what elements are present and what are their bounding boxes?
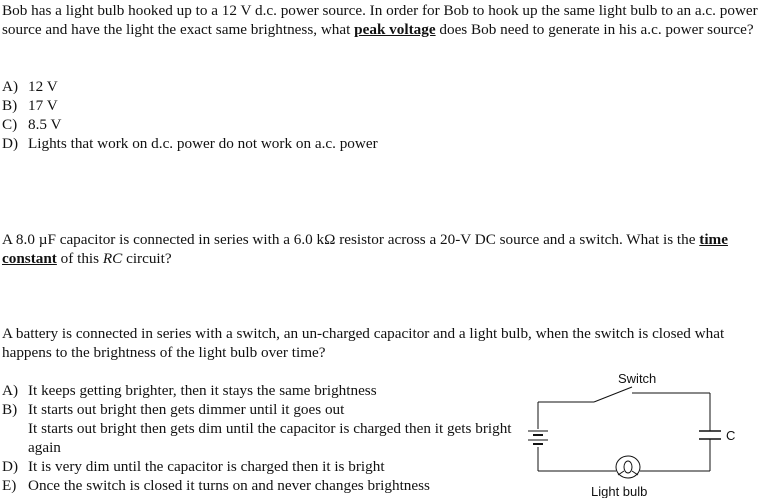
light-bulb-label: Light bulb (591, 484, 648, 498)
capacitor-label: C (726, 428, 736, 443)
question-1-option-c: C) 8.5 V (2, 116, 62, 133)
question-1-text-end: does Bob need to generate in his a.c. power source? (435, 21, 754, 38)
question-2: A 8.0 µF capacitor is connected in series with a 6.0 kΩ resistor across a 20-V DC source and a switch. What is the time constant of this RC circuit? (2, 231, 728, 267)
question-3-option-c: It starts out bright then gets dim until the capacitor is charged then it gets bright again (28, 420, 512, 456)
question-3-option-b: B) It starts out bright then gets dimmer until it goes out (2, 401, 345, 418)
question-3: A battery is connected in series with a switch, an un-charged capacitor and a light bulb, when the switch is closed what happens to the brightness of the light bulb over time? (2, 325, 725, 361)
capacitor-icon (699, 431, 721, 439)
light-bulb-icon (616, 456, 640, 478)
question-1-option-a: A) 12 V (2, 78, 58, 95)
switch-arm (594, 387, 632, 402)
question-3-option-d: D) It is very dim until the capacitor is charged then it is bright (2, 458, 385, 475)
switch-label: Switch (618, 371, 657, 386)
question-3-option-a: A) It keeps getting brighter, then it stays the same brightness (2, 382, 377, 399)
question-1-text: Bob has a light bulb hooked up to a 12 V d.c. power source. In order for Bob to hook up the same light bulb to an a.c. power source and have the light the exact same brightness, what (2, 2, 758, 38)
question-1-option-d: D) Lights that work on d.c. power do not work on a.c. power (2, 135, 378, 152)
question-1 (2, 1, 760, 39)
battery-icon (528, 431, 548, 444)
question-2-rc: RC (102, 250, 123, 267)
question-1-emphasis: peak voltage (354, 21, 436, 38)
question-1-option-b: B) 17 V (2, 97, 58, 114)
question-2-text: A 8.0 µF capacitor is connected in series with a 6.0 kΩ resistor across a 20-V DC source and a switch. What is the (2, 231, 700, 248)
question-2-emphasis: time constant (2, 231, 728, 267)
question-3-option-e: E) Once the switch is closed it turns on and never changes brightness (2, 477, 430, 494)
circuit-diagram (500, 365, 760, 498)
